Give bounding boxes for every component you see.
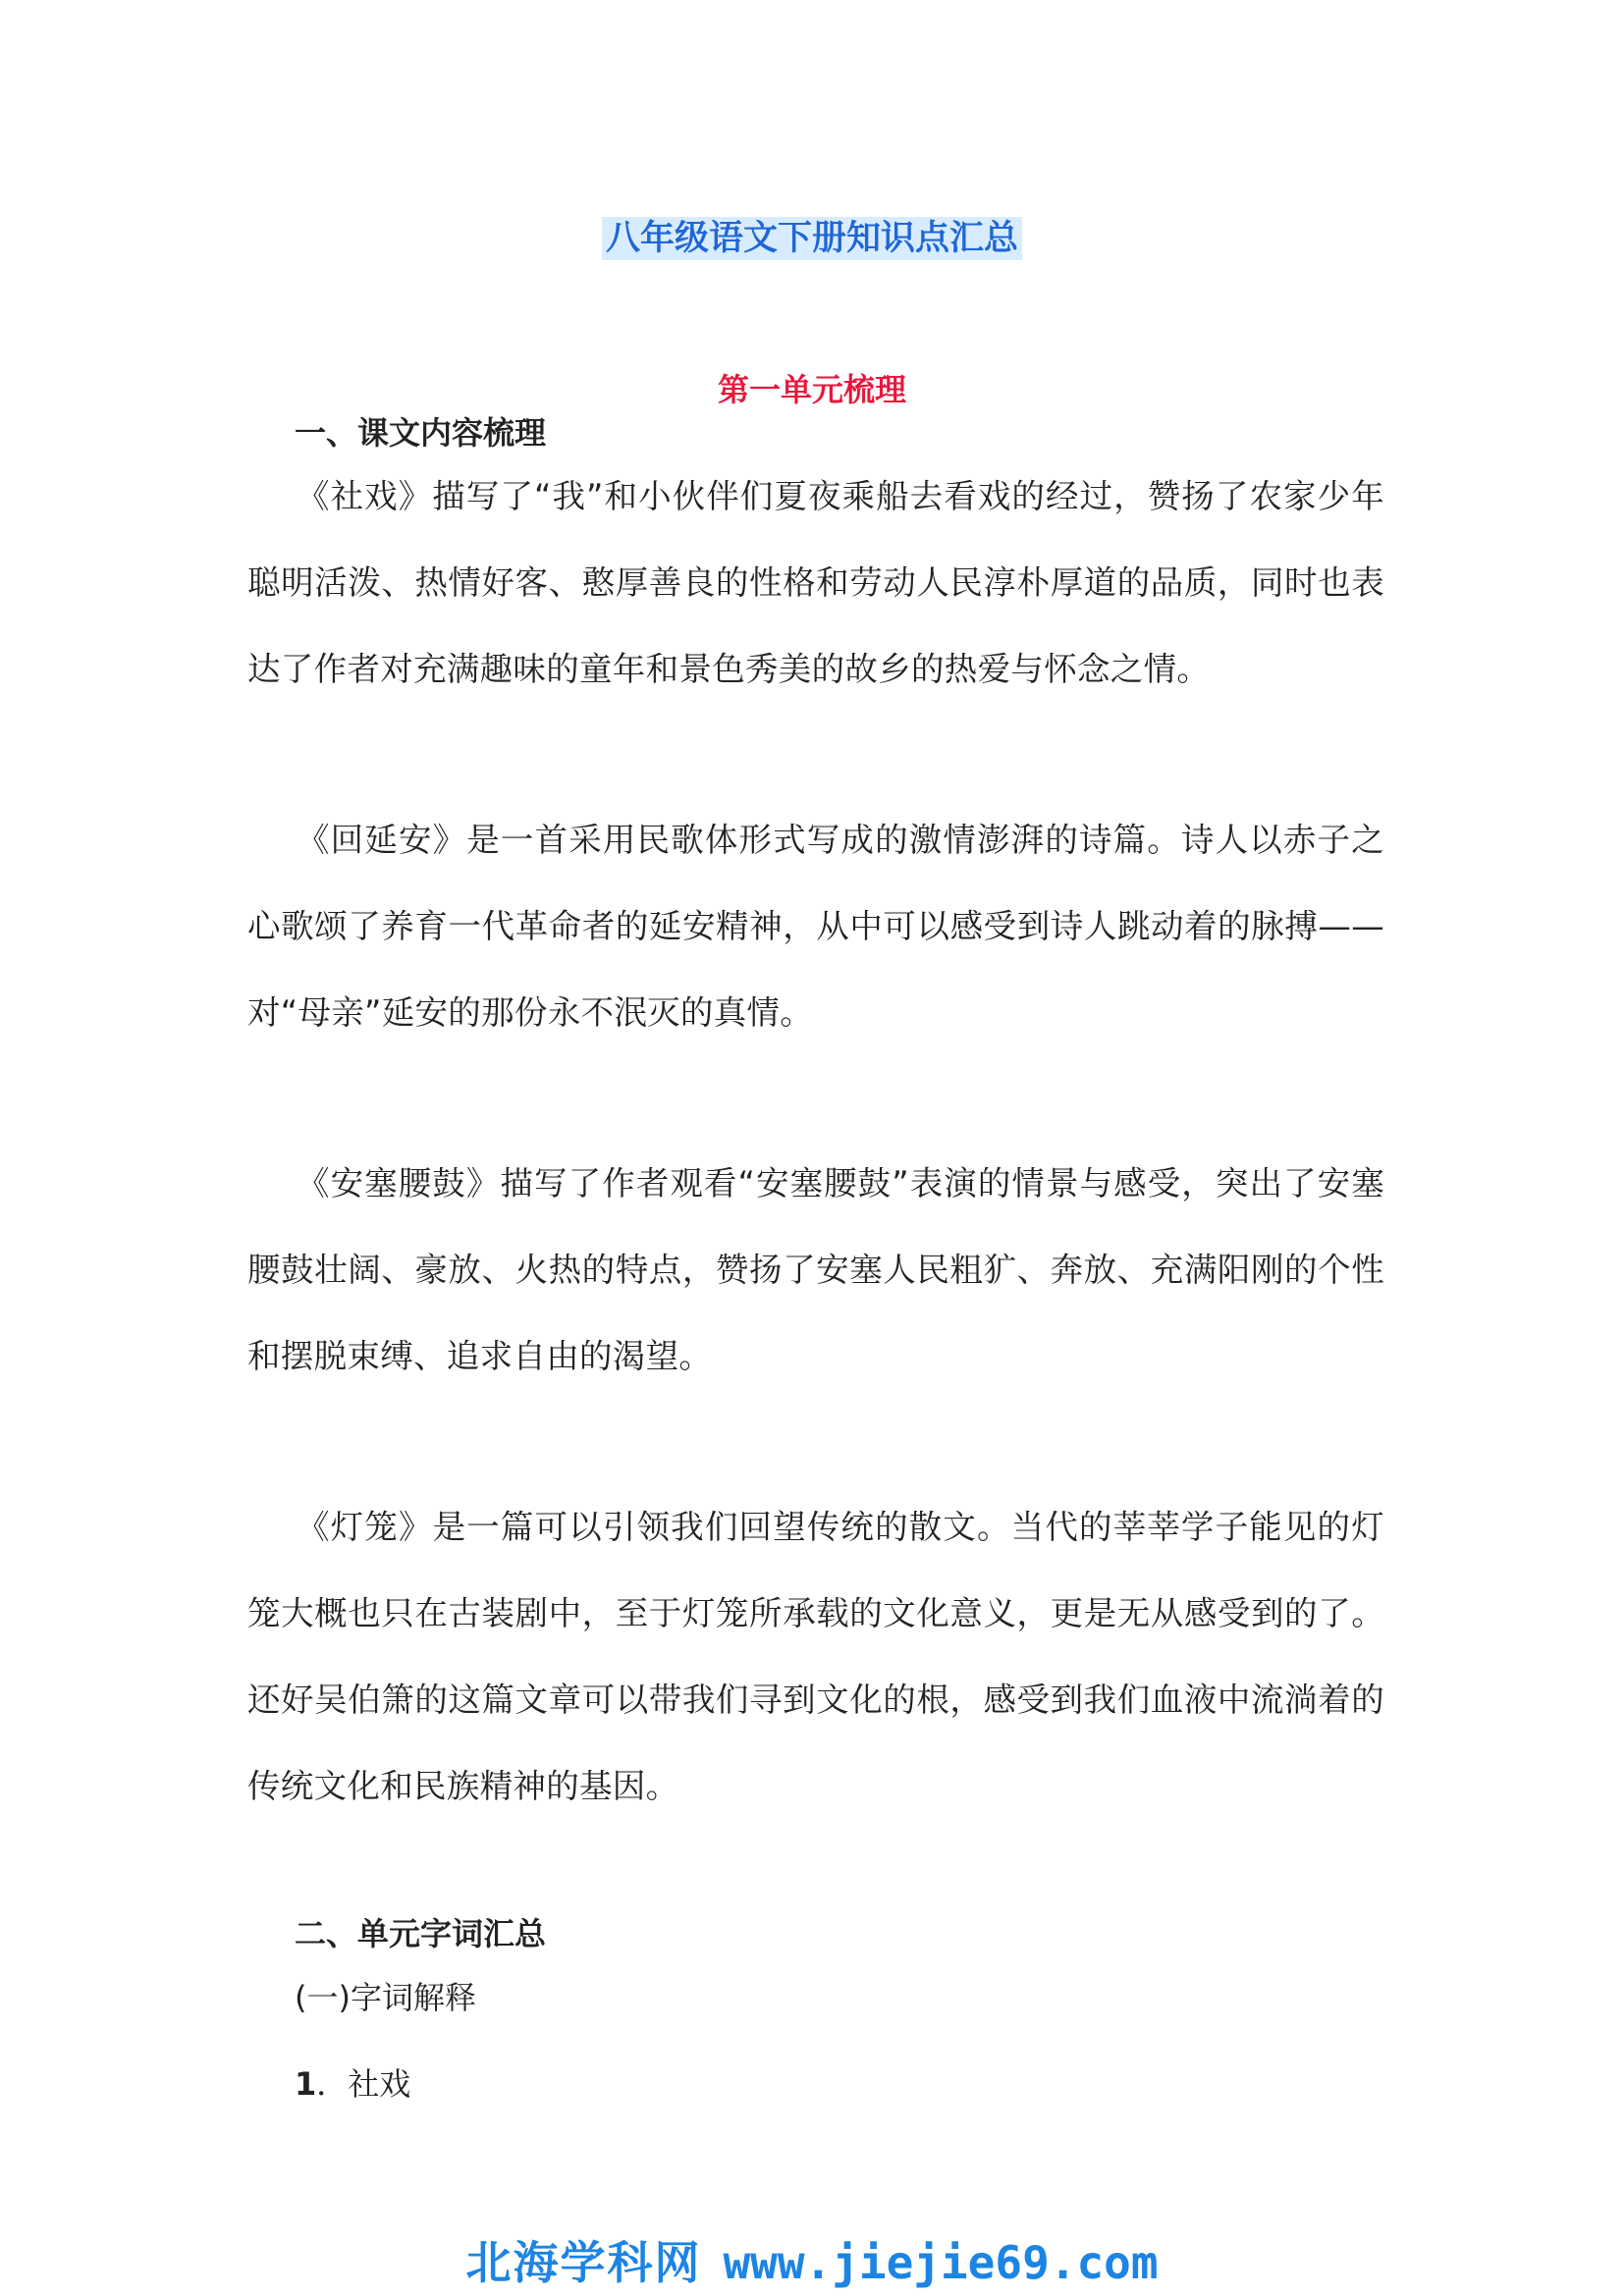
section-heading-vocabulary: 二、单元字词汇总 [295,1915,547,1952]
unit-title: 第一单元梳理 [717,371,906,408]
document-title [0,214,1624,263]
footer-watermark [0,2233,1624,2292]
paragraph-hui-yanan: 《回延安》是一首采用民歌体形式写成的激情澎湃的诗篇。诗人以赤子之心歌颂了养育一代革命者的延安精神，从中可以感受到诗人跳动着的脉搏——对“母亲”延安的那份永不泯灭的真情。 [247,821,1384,1032]
list-item-label: ．社戏 [316,2065,411,2103]
paragraph-ansai-yaogu: 《安塞腰鼓》描写了作者观看“安塞腰鼓”表演的情景与感受，突出了安塞腰鼓壮阔、豪放、火热的特点，赞扬了安塞人民粗犷、奔放、充满阳刚的个性和摆脱束缚、追求自由的渴望。 [247,1164,1384,1375]
list-item-shexi [295,2061,410,2107]
list-item-number: 1 [295,2065,317,2103]
footer-site-name: 北海学科网 [465,2236,702,2289]
subsection-heading-word-explanation: (一)字词解释 [295,1979,476,2016]
paragraph-denglong: 《灯笼》是一篇可以引领我们回望传统的散文。当代的莘莘学子能见的灯笼大概也只在古装剧中，至于灯笼所承载的文化意义，更是无从感受到的了。还好吴伯箫的这篇文章可以带我们寻到文化的根，感受到我们血液中流淌着的传统文化和民族精神的基因。 [247,1508,1384,1805]
paragraph-shexi: 《社戏》描写了“我”和小伙伴们夏夜乘船去看戏的经过，赞扬了农家少年聪明活泼、热情好客、憨厚善良的性格和劳动人民淳朴厚道的品质，同时也表达了作者对充满趣味的童年和景色秀美的故乡的热爱与怀念之情。 [247,477,1384,688]
document-title-text: 八年级语文下册知识点汇总 [602,217,1022,260]
footer-site-url[interactable]: www.jiejie69.com [723,2236,1159,2289]
section-heading-content: 一、课文内容梳理 [295,414,547,452]
